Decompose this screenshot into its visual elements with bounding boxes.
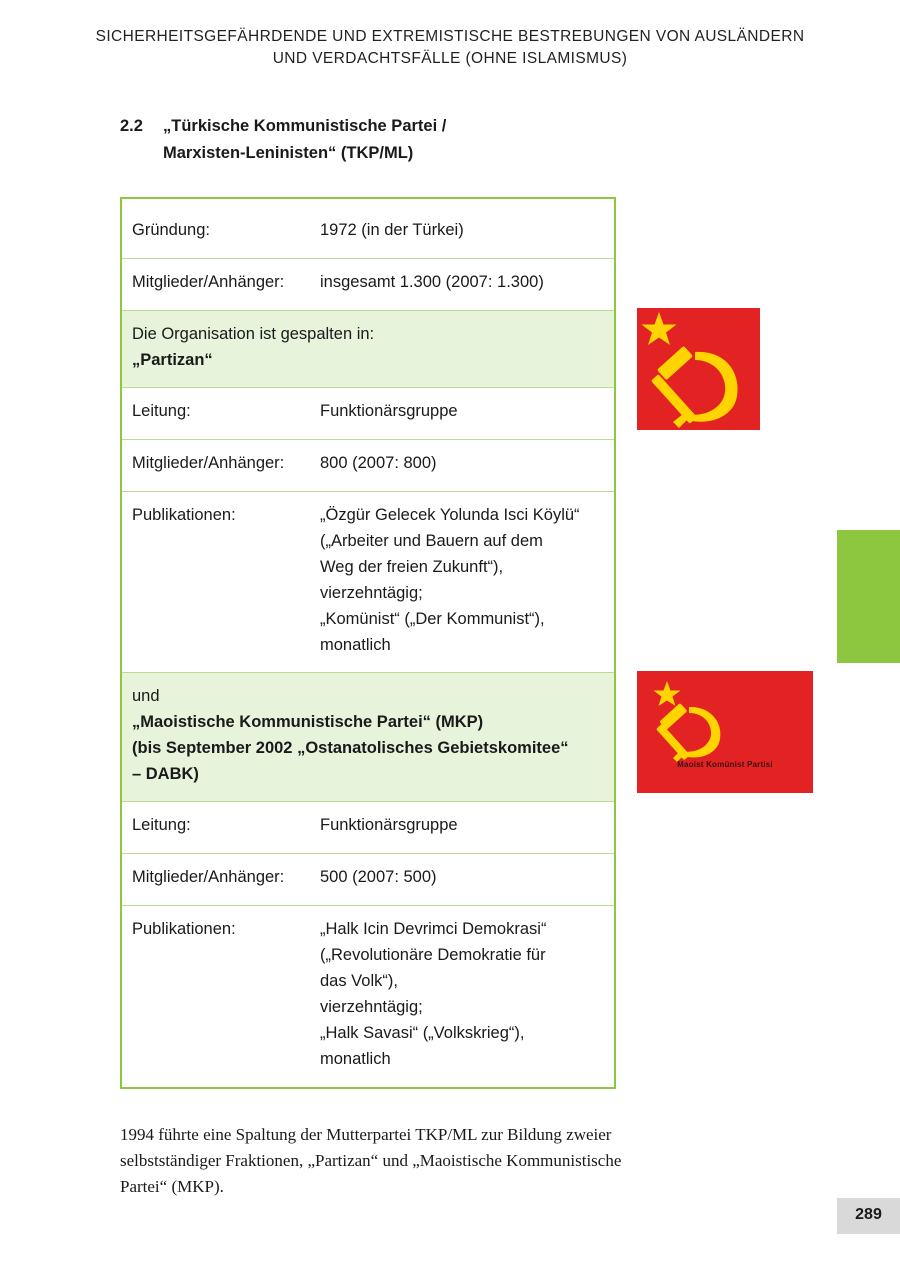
mkp-leadership-label: Leitung: (132, 816, 191, 834)
publication-line: monatlich (320, 1050, 391, 1068)
partizan-members-label: Mitglieder/Anhänger: (132, 454, 285, 472)
publication-line: das Volk“), (320, 972, 398, 990)
publication-line: „Özgür Gelecek Yolunda Isci Köylü“ (320, 506, 580, 524)
split-intro: Die Organisation ist gespalten in: (132, 325, 375, 343)
section-title (163, 113, 623, 167)
partizan-publications-list (320, 492, 614, 668)
section-number: 2.2 (120, 117, 143, 135)
publication-line: vierzehntägig; (320, 584, 423, 602)
running-head (0, 26, 900, 70)
mkp-connector: und (132, 687, 160, 705)
body-paragraph: 1994 führte eine Spaltung der Mutterpartei TKP/ML zur Bildung zweier selbstständiger Fraktionen, „Partizan“ und „Maoistische Kommunistische Partei“ (MKP). (120, 1125, 622, 1196)
mkp-flag-image (637, 671, 813, 793)
organization-profile-table (120, 197, 616, 1089)
mkp-name-line3: – DABK) (132, 765, 199, 783)
mkp-leadership-value: Funktionärsgruppe (320, 816, 458, 834)
publication-line: monatlich (320, 636, 391, 654)
partizan-publications-label: Publikationen: (132, 506, 236, 524)
hammer-handle (651, 374, 697, 424)
mkp-members-row (122, 854, 614, 906)
star-icon (654, 681, 681, 706)
publication-line: „Halk Icin Devrimci Demokrasi“ (320, 920, 547, 938)
mkp-members-label: Mitglieder/Anhänger: (132, 868, 285, 886)
publication-line: vierzehntägig; (320, 998, 423, 1016)
mkp-members-value: 500 (2007: 500) (320, 868, 437, 886)
hammer-handle (656, 724, 690, 761)
page-number: 289 (837, 1198, 900, 1234)
partizan-leadership-row (122, 388, 614, 440)
partizan-flag-image (637, 308, 760, 430)
mkp-publications-row (122, 906, 614, 1087)
hammer-head (659, 703, 687, 730)
mkp-name-line2: (bis September 2002 „Ostanatolisches Gebietskomitee“ (132, 739, 569, 757)
mkp-group-header (122, 673, 614, 802)
total-members-value: insgesamt 1.300 (2007: 1.300) (320, 273, 544, 291)
hammer-sickle-icon (637, 671, 813, 793)
flag-caption: Maoist Komünist Partisi (677, 760, 773, 769)
running-head-line1: SICHERHEITSGEFÄHRDENDE UND EXTREMISTISCHE BESTREBUNGEN VON AUSLÄNDERN (95, 28, 805, 45)
section-title-line2: Marxisten-Leninisten“ (TKP/ML) (163, 144, 414, 162)
partizan-leadership-value: Funktionärsgruppe (320, 402, 458, 420)
hammer-sickle-icon (637, 308, 760, 430)
hammer-head (657, 346, 693, 380)
mkp-publications-label: Publikationen: (132, 920, 236, 938)
partizan-members-value: 800 (2007: 800) (320, 454, 437, 472)
split-group-header (122, 311, 614, 388)
mkp-publications-list (320, 906, 614, 1082)
partizan-name: „Partizan“ (132, 351, 213, 369)
star-icon (642, 312, 677, 345)
section-title-line1: „Türkische Kommunistische Partei / (163, 117, 447, 135)
partizan-leadership-label: Leitung: (132, 402, 191, 420)
partizan-publications-row (122, 492, 614, 673)
partizan-members-row (122, 440, 614, 492)
publication-line: („Revolutionäre Demokratie für (320, 946, 546, 964)
mkp-leadership-row (122, 802, 614, 854)
mkp-name-line1: „Maoistische Kommunistische Partei“ (MKP) (132, 713, 484, 731)
publication-line: „Halk Savasi“ („Volkskrieg“), (320, 1024, 525, 1042)
running-head-line2: UND VERDACHTSFÄLLE (OHNE ISLAMISMUS) (272, 50, 628, 67)
total-members-row (122, 259, 614, 311)
publication-line: Weg der freien Zukunft“), (320, 558, 504, 576)
total-members-label: Mitglieder/Anhänger: (132, 273, 285, 291)
founding-row (122, 199, 614, 259)
publication-line: „Komünist“ („Der Kommunist“), (320, 610, 545, 628)
publication-line: („Arbeiter und Bauern auf dem (320, 532, 543, 550)
chapter-tab-marker (837, 530, 900, 663)
founding-value: 1972 (in der Türkei) (320, 221, 464, 239)
founding-label: Gründung: (132, 221, 210, 239)
